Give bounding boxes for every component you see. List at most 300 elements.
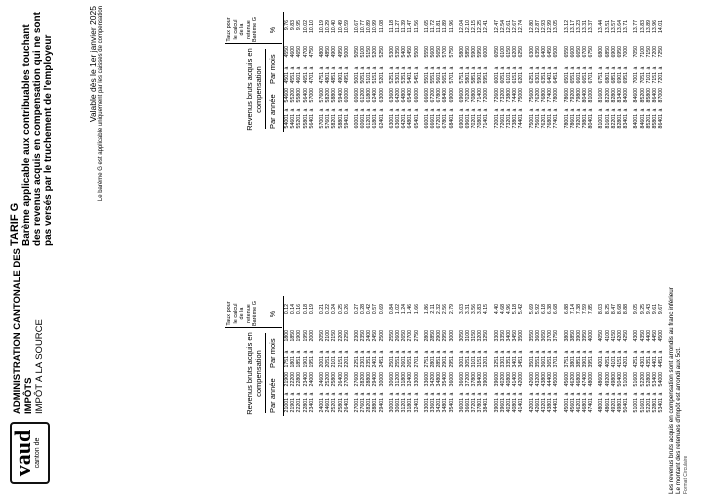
monthly-to: 5050 (353, 46, 360, 58)
range-separator: à (645, 66, 652, 70)
annual-to: 70800 (471, 88, 478, 103)
monthly-to: 6800 (598, 46, 605, 58)
range-separator: à (464, 108, 471, 112)
monthly-from: 5701 (448, 72, 455, 84)
range-separator: à (477, 392, 484, 396)
range-separator: à (331, 350, 338, 354)
range-separator: à (493, 66, 500, 70)
annual-from: 71401 (483, 114, 490, 129)
rate-percent: 10.40 (331, 20, 338, 33)
range-separator: à (353, 66, 360, 70)
range-separator: à (401, 66, 408, 70)
monthly-to: 6700 (582, 46, 589, 58)
monthly-to: 4200 (617, 330, 623, 342)
annual-to: 55800 (296, 88, 303, 103)
range-separator: à (284, 392, 290, 396)
range-separator: à (343, 108, 350, 112)
monthly-to: 6400 (540, 46, 547, 58)
range-separator: à (458, 66, 465, 70)
monthly-to: 2450 (372, 330, 379, 342)
annual-to: 39000 (483, 372, 490, 387)
monthly-from: 2951 (448, 356, 455, 368)
rate-percent: 8.88 (623, 304, 630, 315)
range-separator: à (337, 392, 344, 396)
rate-percent: 9.05 (633, 304, 640, 315)
range-separator: à (598, 66, 605, 70)
rate-percent: 12.25 (477, 20, 484, 33)
table-row (658, 12, 664, 132)
table-body (284, 12, 664, 132)
annual-to: 33000 (413, 372, 420, 387)
monthly-from: 4501 (284, 72, 290, 84)
monthly-to: 3100 (464, 330, 471, 342)
range-separator: à (582, 350, 589, 354)
range-separator: à (569, 108, 576, 112)
annual-to: 63000 (378, 88, 385, 103)
monthly-to: 5150 (366, 46, 373, 58)
range-separator: à (563, 108, 570, 112)
monthly-to: 4250 (623, 330, 630, 342)
table-row (414, 296, 420, 416)
monthly-to: 6950 (617, 46, 623, 58)
annual-to: 50400 (617, 372, 623, 387)
rate-percent: 8.25 (604, 304, 611, 315)
monthly-from: 3101 (471, 356, 478, 368)
monthly-to: 3050 (458, 330, 465, 342)
annual-from: 76201 (540, 114, 547, 129)
monthly-from: 4751 (318, 72, 325, 84)
annual-to: 67200 (429, 88, 436, 103)
range-separator: à (518, 350, 525, 354)
monthly-to: 3750 (553, 330, 560, 342)
tarif-title: TARIF G (9, 202, 21, 246)
annual-to: 36000 (448, 372, 455, 387)
table-row (518, 296, 524, 416)
annual-from: 86401 (658, 114, 665, 129)
annual-from: 85201 (645, 114, 652, 129)
monthly-from: 3601 (540, 356, 547, 368)
range-separator: à (547, 66, 554, 70)
monthly-from: 4351 (645, 356, 652, 368)
range-separator: à (582, 392, 589, 396)
annual-from: 46201 (575, 398, 582, 413)
annual-to: 24000 (308, 372, 315, 387)
rate-percent: 10.29 (325, 20, 332, 33)
annual-to: 34200 (429, 372, 436, 387)
annual-from: 33001 (423, 398, 430, 413)
annual-to: 33600 (423, 372, 430, 387)
monthly-from: 5651 (442, 72, 449, 84)
monthly-from: 3251 (493, 356, 500, 368)
range-separator: à (448, 66, 455, 70)
monthly-to: 5600 (429, 46, 436, 58)
rate-percent: 10.89 (366, 20, 373, 33)
monthly-to: 6550 (563, 46, 570, 58)
monthly-to: 2950 (442, 330, 449, 342)
administration-subtitle: IMPÔT A LA SOURCE (34, 319, 45, 414)
range-separator: à (588, 392, 595, 396)
range-separator: à (458, 350, 465, 354)
monthly-to: 3400 (506, 330, 512, 342)
range-separator: à (290, 392, 297, 396)
range-separator: à (651, 350, 658, 354)
monthly-to: 4000 (588, 330, 595, 342)
monthly-from: 3501 (528, 356, 535, 368)
monthly-to: 4800 (318, 46, 325, 58)
monthly-to: 2700 (407, 330, 414, 342)
range-separator: à (296, 66, 303, 70)
rate-percent: 12.80 (528, 20, 535, 33)
annual-to: 25800 (331, 372, 338, 387)
range-separator: à (360, 108, 367, 112)
monthly-from: 6051 (499, 72, 506, 84)
table-row (483, 12, 489, 132)
monthly-from: 1901 (302, 356, 309, 368)
range-separator: à (610, 66, 617, 70)
monthly-to: 6900 (610, 46, 617, 58)
range-separator: à (575, 350, 582, 354)
monthly-from: 2051 (325, 356, 332, 368)
annual-from: 47401 (588, 398, 595, 413)
monthly-from: 7201 (658, 72, 665, 84)
rate-percent: 11.81 (436, 20, 443, 33)
monthly-from: 6001 (493, 72, 500, 84)
table-row (623, 296, 629, 416)
monthly-from: 6951 (623, 72, 630, 84)
range-separator: à (401, 108, 408, 112)
range-separator: à (302, 392, 309, 396)
monthly-to: 3500 (518, 330, 525, 342)
monthly-to: 3150 (471, 330, 478, 342)
annual-from: 40801 (512, 398, 519, 413)
range-separator: à (436, 108, 443, 112)
table-row (518, 12, 524, 132)
range-separator: à (471, 66, 478, 70)
annual-to: 84000 (623, 88, 630, 103)
monthly-from: 2751 (423, 356, 430, 368)
rate-percent: 0.26 (343, 304, 350, 315)
range-separator: à (388, 392, 395, 396)
range-separator: à (378, 392, 385, 396)
annual-to: 82200 (604, 88, 611, 103)
monthly-from: 3551 (534, 356, 541, 368)
range-separator: à (553, 392, 560, 396)
annual-to: 87000 (658, 88, 665, 103)
annual-to: 63600 (388, 88, 395, 103)
monthly-from: 6551 (569, 72, 576, 84)
annual-from: 66601 (429, 114, 436, 129)
rate-percent: 12.10 (464, 20, 471, 33)
rate-percent: 13.96 (651, 20, 658, 33)
range-separator: à (569, 66, 576, 70)
monthly-from: 6301 (534, 72, 541, 84)
monthly-to: 3700 (547, 330, 554, 342)
monthly-from: 4951 (343, 72, 350, 84)
range-separator: à (623, 350, 630, 354)
monthly-from: 6851 (610, 72, 617, 84)
range-separator: à (512, 350, 519, 354)
annual-from: 38401 (483, 398, 490, 413)
revenus-header: Revenus bruts acquis en compensation (245, 332, 263, 415)
monthly-to: 3650 (540, 330, 547, 342)
range-separator: à (464, 350, 471, 354)
annual-from: 74401 (518, 114, 525, 129)
rate-percent: 10.10 (308, 20, 315, 33)
annual-to: 26400 (337, 372, 344, 387)
rate-percent: 12.41 (483, 20, 490, 33)
monthly-from: 1951 (308, 356, 315, 368)
annual-to: 71400 (477, 88, 484, 103)
range-separator: à (506, 350, 512, 354)
monthly-from: 4401 (651, 356, 658, 368)
annual-to: 66000 (413, 88, 420, 103)
rate-percent: 9.43 (645, 304, 652, 315)
monthly-from: 3801 (569, 356, 576, 368)
range-separator: à (442, 66, 449, 70)
range-separator: à (442, 108, 449, 112)
monthly-to: 6500 (553, 46, 560, 58)
annual-to: 49800 (610, 372, 617, 387)
rate-percent: 12.99 (547, 20, 554, 33)
annual-to: 39600 (493, 372, 500, 387)
annual-from: 30001 (388, 398, 395, 413)
annual-from: 21001 (284, 398, 290, 413)
monthly-from: 3051 (464, 356, 471, 368)
annual-from: 75601 (534, 114, 541, 129)
monthly-to: 5650 (436, 46, 443, 58)
monthly-to: 5250 (378, 46, 385, 58)
annual-from: 53401 (658, 398, 665, 413)
rate-percent: 1.46 (407, 304, 414, 315)
monthly-to: 2550 (388, 330, 395, 342)
annual-from: 77401 (553, 114, 560, 129)
annual-to: 80400 (582, 88, 589, 103)
rate-percent: 13.17 (569, 20, 576, 33)
monthly-to: 6300 (528, 46, 535, 58)
monthly-to: 3550 (528, 330, 535, 342)
annual-to: 22800 (296, 372, 303, 387)
rate-percent: 13.71 (623, 20, 630, 33)
rate-percent: 5.18 (512, 304, 519, 315)
rate-percent: 13.51 (604, 20, 611, 33)
annual-to: 43800 (540, 372, 547, 387)
annual-from: 34801 (442, 398, 449, 413)
monthly-from: 4801 (325, 72, 332, 84)
range-separator: à (366, 350, 373, 354)
range-separator: à (296, 108, 303, 112)
range-separator: à (540, 66, 547, 70)
range-separator: à (575, 66, 582, 70)
monthly-from: 5751 (458, 72, 465, 84)
annual-from: 75001 (528, 114, 535, 129)
rate-percent: 13.44 (598, 20, 605, 33)
monthly-to: 5850 (464, 46, 471, 58)
monthly-to: 3000 (448, 330, 455, 342)
monthly-to: 4300 (633, 330, 640, 342)
rate-percent: 5.69 (528, 304, 535, 315)
monthly-from: 6751 (598, 72, 605, 84)
annual-to: 79200 (569, 88, 576, 103)
annual-from: 72601 (499, 114, 506, 129)
annual-from: 46801 (582, 398, 589, 413)
rate-percent: 12.47 (493, 20, 500, 33)
revenus-header: Revenus bruts acquis en compensation (245, 48, 263, 131)
rate-percent: 13.89 (645, 20, 652, 33)
rate-percent: 10.99 (372, 20, 379, 33)
range-separator: à (617, 108, 623, 112)
range-separator: à (493, 350, 500, 354)
rate-percent: 1.24 (401, 304, 408, 315)
range-separator: à (331, 108, 338, 112)
monthly-from: 2601 (401, 356, 408, 368)
annual-to: 72600 (493, 88, 500, 103)
table-row (309, 12, 315, 132)
range-separator: à (512, 108, 519, 112)
rate-percent: 12.93 (540, 20, 547, 33)
range-separator: à (378, 108, 385, 112)
monthly-from: 5851 (471, 72, 478, 84)
annual-to: 62400 (372, 88, 379, 103)
range-separator: à (284, 350, 290, 354)
annual-from: 34201 (436, 398, 443, 413)
range-separator: à (366, 392, 373, 396)
range-separator: à (528, 392, 535, 396)
range-separator: à (639, 392, 646, 396)
annual-to: 85200 (639, 88, 646, 103)
annual-from: 82801 (617, 114, 623, 129)
annual-from: 25201 (331, 398, 338, 413)
annual-from: 81601 (604, 114, 611, 129)
monthly-from: 4701 (308, 72, 315, 84)
tarif-description: Barème applicable aux contribuables touchant des revenus acquis en compensation qui ne sont pas versés par le truchement de l'employeur (21, 12, 54, 246)
monthly-from: 3951 (588, 356, 595, 368)
annual-from: 27601 (360, 398, 367, 413)
range-separator: à (499, 350, 506, 354)
range-separator: à (610, 350, 617, 354)
range-separator: à (563, 66, 570, 70)
annual-to: 30600 (388, 372, 395, 387)
monthly-from: 2301 (360, 356, 367, 368)
annual-from: 82201 (610, 114, 617, 129)
range-separator: à (360, 350, 367, 354)
annual-to: 34800 (436, 372, 443, 387)
annual-to: 81000 (588, 88, 595, 103)
monthly-from: 4251 (633, 356, 640, 368)
range-separator: à (651, 392, 658, 396)
annual-from: 31201 (401, 398, 408, 413)
monthly-from: 4651 (302, 72, 309, 84)
rate-percent: 0.69 (378, 304, 385, 315)
monthly-from: 2501 (388, 356, 395, 368)
monthly-to: 6000 (483, 46, 490, 58)
range-separator: à (518, 108, 525, 112)
annual-to: 37800 (471, 372, 478, 387)
annual-from: 84601 (639, 114, 646, 129)
rate-percent: 9.61 (651, 304, 658, 315)
annual-from: 78601 (569, 114, 576, 129)
rate-percent: 3.31 (464, 304, 471, 315)
monthly-to: 3850 (569, 330, 576, 342)
rate-percent: 13.12 (563, 20, 570, 33)
table-row (623, 12, 629, 132)
monthly-from: 6801 (604, 72, 611, 84)
monthly-to: 7000 (623, 46, 630, 58)
range-separator: à (499, 392, 506, 396)
range-separator: à (448, 392, 455, 396)
monthly-to: 7250 (658, 46, 665, 58)
rate-percent: 1.02 (395, 304, 401, 315)
monthly-to: 6850 (604, 46, 611, 58)
annual-to: 24600 (318, 372, 325, 387)
rate-percent: 11.96 (448, 20, 455, 33)
rate-percent: 0.21 (318, 304, 325, 315)
range-separator: à (372, 350, 379, 354)
rate-percent: 13.83 (639, 20, 646, 33)
annual-from: 51001 (633, 398, 640, 413)
range-separator: à (388, 350, 395, 354)
footer-tax-note: Le montant des retenues d'impôt est arrondi aux 5ct. (675, 347, 683, 494)
range-separator: à (534, 350, 541, 354)
range-separator: à (318, 350, 325, 354)
annual-to: 64800 (401, 88, 408, 103)
table-row (379, 296, 385, 416)
range-separator: à (284, 66, 290, 70)
annual-from: 63601 (395, 114, 401, 129)
annual-from: 76801 (547, 114, 554, 129)
monthly-to: 2200 (337, 330, 344, 342)
range-separator: à (337, 66, 344, 70)
monthly-from: 4201 (623, 356, 630, 368)
range-separator: à (563, 350, 570, 354)
annual-to: 72000 (483, 88, 490, 103)
annual-from: 65401 (413, 114, 420, 129)
range-separator: à (471, 392, 478, 396)
rate-percent: 11.08 (378, 20, 385, 33)
range-separator: à (528, 350, 535, 354)
rate-percent: 11.65 (423, 20, 430, 33)
range-separator: à (423, 392, 430, 396)
table-row (344, 296, 350, 416)
range-separator: à (302, 66, 309, 70)
annual-from: 24601 (325, 398, 332, 413)
range-separator: à (290, 108, 297, 112)
monthly-from: 5151 (372, 72, 379, 84)
range-separator: à (651, 108, 658, 112)
rate-percent: 13.31 (582, 20, 589, 33)
monthly-to: 3250 (483, 330, 490, 342)
annual-to: 36600 (458, 372, 465, 387)
monthly-to: 5550 (423, 46, 430, 58)
annual-from: 45601 (569, 398, 576, 413)
monthly-to: 2300 (353, 330, 360, 342)
rate-percent: 12.15 (471, 20, 478, 33)
annual-to: 81600 (598, 88, 605, 103)
monthly-to: 5950 (477, 46, 484, 58)
annual-to: 84600 (633, 88, 640, 103)
annual-from: 56401 (308, 114, 315, 129)
range-separator: à (633, 392, 640, 396)
range-separator: à (582, 66, 589, 70)
monthly-to: 2800 (423, 330, 430, 342)
monthly-from: 3651 (547, 356, 554, 368)
annual-to: 49200 (604, 372, 611, 387)
monthly-to: 2850 (429, 330, 436, 342)
annual-from: 73801 (512, 114, 519, 129)
range-separator: à (372, 108, 379, 112)
annual-from: 57601 (325, 114, 332, 129)
annual-from: 57001 (318, 114, 325, 129)
monthly-to: 7150 (645, 46, 652, 58)
